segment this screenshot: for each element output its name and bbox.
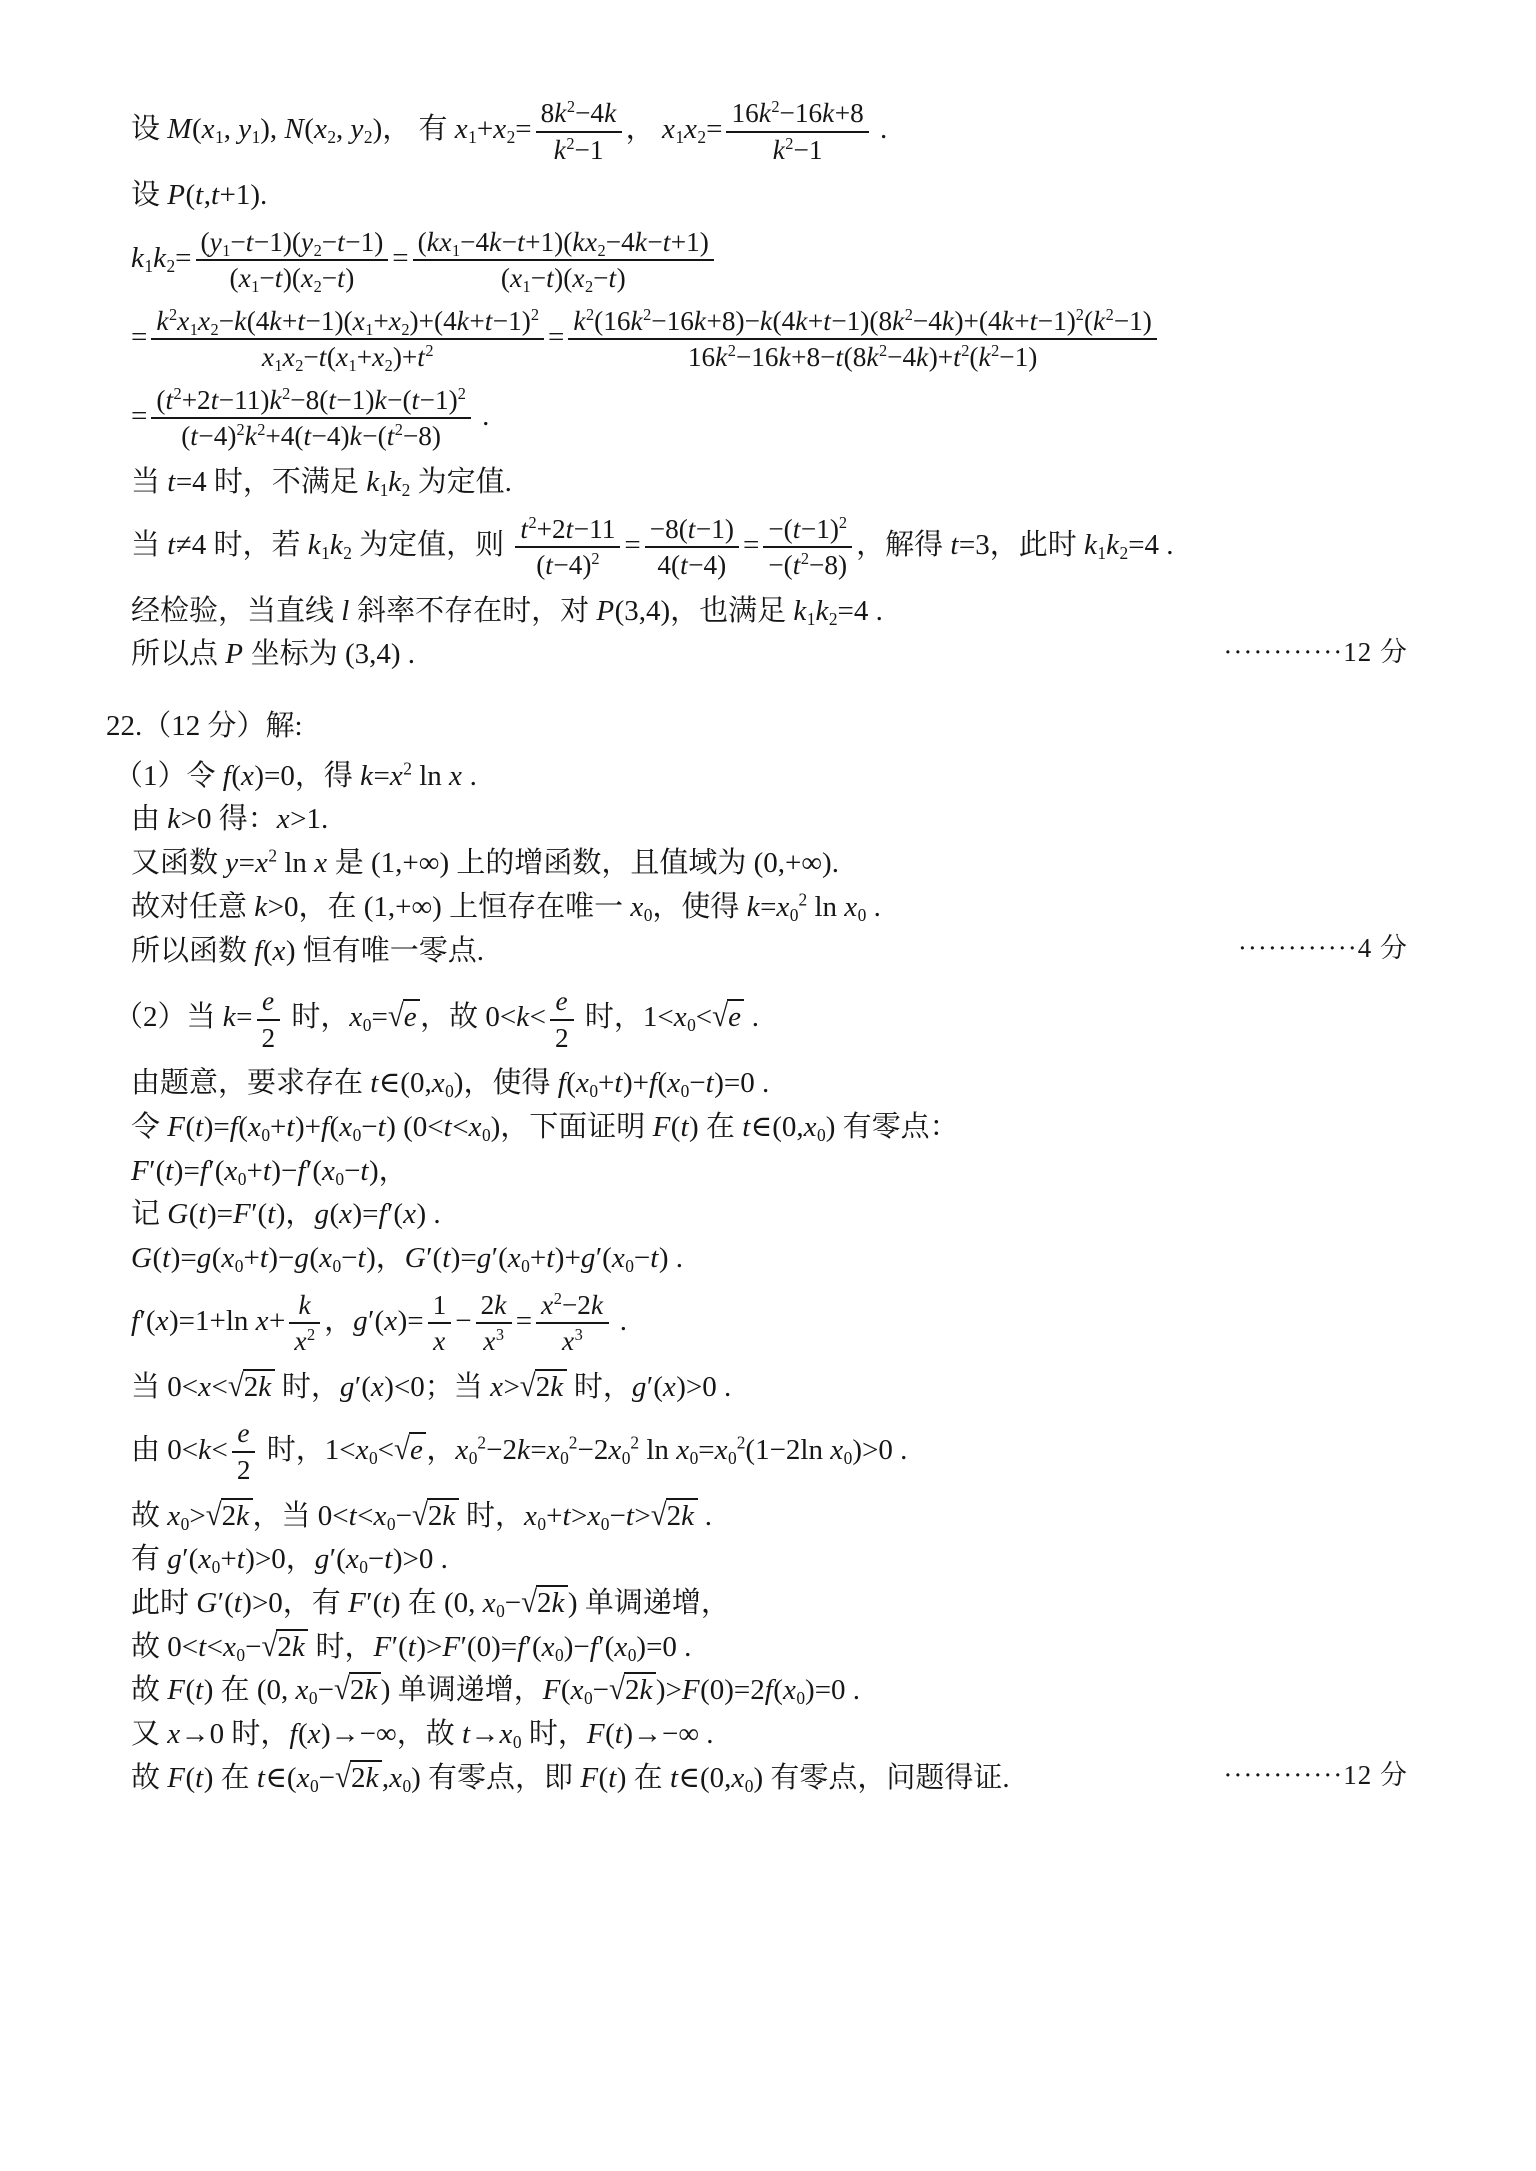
q22-part1-conclusion [0,933,1408,971]
q22-part2-step4 [0,1153,1408,1191]
q22-part2-step6 [0,1240,1408,1278]
sqrt-radical: √e [388,999,420,1037]
fraction: $\frac{(kx_1-4k-t+1)(kx_2-4k-t+1)}{(x_1-t)(x_2-t)}$ [413,227,714,294]
q22-part1-step4 [0,889,1408,927]
fraction: $\frac{k}{x^2}$ [289,1290,320,1357]
math-line-content: 又函数 $y=x^2$ ln x 是 (1,+∞) 上的增函数，且值域为 (0,+∞). [131,845,839,880]
math-line-content: 22.（12 分）解: [106,710,303,743]
sqrt-radical: √e [712,999,744,1037]
q21-k1k2-expand-1 [0,226,1408,297]
sqrt-radical: √2k [651,1498,698,1536]
math-line-content: 当 t=4 时，不满足 $k_1k_2$ 为定值. [131,465,512,501]
sqrt-radical: √2k [521,1585,568,1623]
q21-verify-vertical-slope [0,593,1408,631]
q22-part2-step14 [0,1672,1408,1710]
fraction: $\frac{-8(t-1)}{4(t-4)}$ [645,514,739,581]
math-line-content: 当 t≠4 时，若 $k_1k_2$ 为定值，则 $\frac{t^2+2t-11}{(t-4)^2}$ = $\frac{-8(t-1)}{4(t-4)}$ = $\frac{-(t-1)^2}{-(t^2-8)}$ ，解得 t=3，此时 $k_1k_2=4$ . [131,512,1174,581]
fraction: $\frac{e}{2}$ [232,1418,256,1485]
math-line-content: 设 P(t,t+1). [131,179,268,212]
math-line-content: 经检验，当直线 l 斜率不存在时，对 P(3,4)，也满足 $k_1k_2=4$ . [131,594,883,629]
math-line-content: 有 $g'(x_0+t)>0$，$g'(x_0-t)>0$ . [131,1543,448,1578]
math-line-content: （1）令 f(x)=0，得 $k=x^2$ ln x . [114,758,477,792]
sqrt-radical: √2k [520,1369,567,1407]
q22-part2-step1 [0,986,1408,1053]
q21-set-mn [0,98,1408,165]
math-line-content: 此时 G′(t)>0，有 F′(t) 在 (0, $x_0-√2k$ ) 单调递增， [131,1584,730,1622]
math-line-content: = $\frac{k^2x_1x_2-k(4k+t-1)(x_1+x_2)+(4k+t-1)^2}{x_1x_2-t(x_1+x_2)+t^2}$ = $\frac{k^2(16k^2-16k+8)-k(4k+t-1)(8k^2-4k)+(4k+t-1)^2(k^2-1)}{16k^2-16k+8-t(8k^2-4k)+t^2(k^2-1)}$ [131,321,1161,353]
math-line-content: $G(t)=g(x_0+t)-g(x_0-t)$，$G'(t)=g'(x_0+t)+g'(x_0-t)$ . [131,1242,683,1277]
sqrt-radical: √2k [228,1369,275,1407]
q21-k1k2-simplified [0,385,1408,452]
math-line-content: 又 x→0 时，f(x)→−∞，故 $t\to x_0$ 时，F(t)→−∞ . [131,1717,714,1753]
q21-k1k2-expand-2 [0,305,1408,376]
q21-set-p [0,177,1408,215]
fraction: $\frac{k^2x_1x_2-k(4k+t-1)(x_1+x_2)+(4k+t-1)^2}{x_1x_2-t(x_1+x_2)+t^2}$ [151,306,544,373]
score-marker: ············12 分 [1223,636,1408,667]
q22-part2-step13 [0,1629,1408,1667]
math-line-content: （2）当 k= $\frac{e}{2}$ 时，$x_0=√e$ ，故 0<k< $\frac{e}{2}$ 时，$1<x_0<√e$ . [114,986,759,1053]
math-line-content: 故 F(t) 在 $t\in(x_0-√2k$ $,x_0$) 有零点，即 F(t) 在 $t\in(0,x_0)$ 有零点，问题得证. [131,1759,1010,1796]
score-marker: ············12 分 [1223,1760,1408,1791]
fraction: $\frac{e}{2}$ [257,986,281,1053]
math-line-content: 所以点 P 坐标为 (3,4) . [131,638,416,671]
q22-part2-step2 [0,1065,1408,1103]
q21-conclusion [0,636,1408,674]
q22-part2-step16 [0,1760,1408,1798]
sqrt-radical: √2k [335,1760,382,1798]
sqrt-radical: √2k [609,1672,656,1710]
math-line-content: 由 k>0 得：x>1. [131,803,329,836]
sqrt-radical: √2k [206,1498,253,1536]
q22-part2-step3 [0,1109,1408,1147]
math-line-content: 由题意，要求存在 $t\in(0,x_0)$，使得 $f(x_0+t)+f(x_0-t)=0$ . [131,1067,770,1102]
q22-part2-step10 [0,1498,1408,1536]
q22-part2-step7 [0,1290,1408,1357]
q22-part1-step1 [0,758,1408,796]
math-line-content: 故对任意 k>0，在 (1,+∞) 上恒存在唯一 $x_0$，使得 $k=x_0^2$ $\ln x_0$ . [131,889,881,926]
math-line-content: 故 F(t) 在 (0, $x_0-√2k$ ) 单调递增，$F(x_0-√2k$ )$>F(0)=2f(x_0)=0$ . [131,1672,861,1709]
fraction: $\frac{-(t-1)^2}{-(t^2-8)}$ [763,514,852,581]
sqrt-radical: √2k [412,1498,459,1536]
math-line-content: 由 0<k< $\frac{e}{2}$ 时，$1<x_0<√e$ ，$x_0^2-2k=x_0^2-2x_0^2$ $\ln x_0=x_0^2(1-2\ln$ $x_0)>0$ . [131,1418,908,1485]
math-line-content: $F'(t)=f'(x_0+t)-f'(x_0-t)$， [131,1154,408,1189]
fraction: $\frac{e}{2}$ [550,986,574,1053]
fraction: $\frac{8k^2-4k}{k^2-1}$ [536,98,622,165]
q22-part2-step11 [0,1541,1408,1579]
q21-case-t-ne-4 [0,514,1408,581]
q22-part2-step8 [0,1369,1408,1407]
fraction: $\frac{k^2(16k^2-16k+8)-k(4k+t-1)(8k^2-4k)+(4k+t-1)^2(k^2-1)}{16k^2-16k+8-t(8k^2-4k)+t^2(k^2-1)}$ [568,306,1157,373]
q22-part2-step15 [0,1716,1408,1754]
sqrt-radical: √e [394,1432,426,1470]
q21-case-t-eq-4 [0,464,1408,502]
q22-part2-step5 [0,1196,1408,1234]
math-line-content: 所以函数 f(x) 恒有唯一零点. [131,934,485,967]
fraction: $\frac{t^2+2t-11}{(t-4)^2}$ [515,514,620,581]
math-line-content: 令 $F(t)=f(x_0+t)+f(x_0-t)$ $(0<t<x_0)$，下面证明 F(t) 在 $t\in(0,x_0)$ 有零点： [131,1110,959,1146]
q22-part1-step3 [0,845,1408,883]
fraction: $\frac{x^2-2k}{x^3}$ [536,1290,608,1357]
math-line-content: 设 $M(x_1$, $y_1$), $N(x_2$, $y_2$)， 有 $x_1+x_2=$ $\frac{8k^2-4k}{k^2-1}$ ， $x_1x_2=$ $\frac{16k^2-16k+8}{k^2-1}$ . [131,97,888,165]
q22-part2-step9 [0,1418,1408,1485]
math-line-content: $k_1k_2=$ $\frac{(y_1-t-1)(y_2-t-1)}{(x_1-t)(x_2-t)}$ = $\frac{(kx_1-4k-t+1)(kx_2-4k-t+1)}{(x_1-t)(x_2-t)}$ [131,242,718,274]
q22-header [0,708,1408,746]
math-line-content: = $\frac{(t^2+2t-11)k^2-8(t-1)k-(t-1)^2}{(t-4)^2k^2+4(t-4)k-(t^2-8)}$ . [131,384,490,452]
q22-part1-step2 [0,801,1408,839]
fraction: $\frac{1}{x}$ [428,1290,452,1357]
fraction: $\frac{(y_1-t-1)(y_2-t-1)}{(x_1-t)(x_2-t)}$ [196,227,389,294]
math-line-content: 故 $x_0>√2k$ ，当 $0<t<x_0-√2k$ 时，$x_0+t>x_0-t>√2k$ . [131,1497,713,1534]
math-line-content: 故 $0<t<x_0-√2k$ 时，$F'(t)>F'(0)=f'(x_0)-f'(x_0)=0$ . [131,1628,692,1665]
math-line-content: 当 0<x<√2k 时，g′(x)<0；当 x>√2k 时，g′(x)>0 . [131,1371,731,1403]
sqrt-radical: √2k [261,1629,308,1667]
fraction: $\frac{(t^2+2t-11)k^2-8(t-1)k-(t-1)^2}{(t-4)^2k^2+4(t-4)k-(t^2-8)}$ [151,385,471,452]
fraction: $\frac{2k}{x^3}$ [476,1290,512,1357]
score-marker: ············4 分 [1237,933,1408,964]
sqrt-radical: √2k [334,1672,381,1710]
math-line-content: f′(x)=1+ln x+ $\frac{k}{x^2}$ ，g′(x)= $\frac{1}{x}$ − $\frac{2k}{x^3}$ = $\frac{x^2-2k}{x^3}$ . [131,1288,628,1357]
fraction: $\frac{16k^2-16k+8}{k^2-1}$ [726,98,868,165]
math-line-content: 记 G(t)=F′(t)，g(x)=f′(x) . [131,1198,441,1231]
q22-part2-step12 [0,1585,1408,1623]
